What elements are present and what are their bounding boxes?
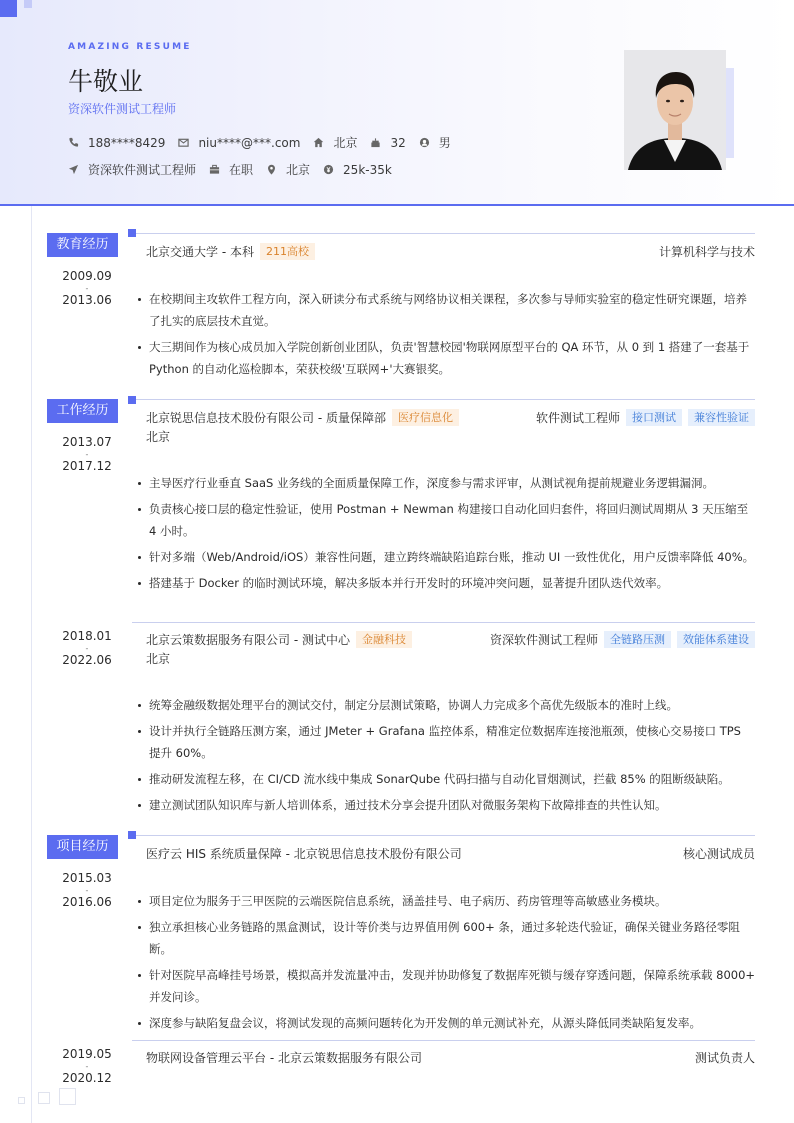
home-icon (313, 137, 324, 148)
phone-icon (68, 137, 79, 148)
gender-icon (419, 137, 430, 148)
entry-city: 北京 (146, 430, 171, 444)
footer-square-decoration (59, 1088, 76, 1105)
expected-salary-text: 25k-35k (343, 162, 392, 177)
project-role: 测试负责人 (694, 1051, 755, 1065)
entry-date-range: 2019.05 - 2020.12 (48, 1042, 126, 1090)
hometown-info (313, 134, 357, 151)
entry-title (146, 631, 412, 648)
section-divider (132, 233, 755, 234)
bullet-item: 主导医疗行业垂直 SaaS 业务线的全面质量保障工作，深度参与需求评审，从测试视角提前规避业务逻辑漏洞。 (136, 472, 756, 494)
bullet-item: 推动研发流程左移，在 CI/CD 流水线中集成 SonarQube 代码扫描与自动化冒烟测试，拦截 85% 的阻断级缺陷。 (136, 768, 756, 790)
major-text: 计算机科学与技术 (658, 245, 755, 259)
entry-bullets (136, 472, 756, 598)
entry-bullets (136, 288, 756, 384)
bullet-item: 搭建基于 Docker 的临时测试环境，解决多版本并行开发时的环境冲突问题，显著提升团队迭代效率。 (136, 572, 756, 594)
bullet-item: 深度参与缺陷复盘会议，将测试发现的高频问题转化为开发侧的单元测试补充，从源头降低同类缺陷复发率。 (136, 1012, 756, 1034)
target-position-text: 资深软件测试工程师 (88, 163, 197, 177)
industry-badge: 医疗信息化 (392, 409, 459, 426)
date-start: 2009.09 (62, 269, 112, 283)
location-pin-icon (266, 164, 277, 175)
section-divider-square (128, 229, 136, 237)
bullet-item: 在校期间主攻软件工程方向，深入研读分布式系统与网络协议相关课程，多次参与导师实验室的稳定性研究课题，培养了扎实的底层技术直觉。 (136, 288, 756, 332)
entry-date-range: 2013.07 - 2017.12 (48, 430, 126, 478)
date-start: 2015.03 (62, 871, 112, 885)
section-tag-work: 工作经历 (47, 399, 118, 423)
skill-tag: 兼容性验证 (688, 409, 755, 426)
date-end: 2016.06 (62, 895, 112, 909)
date-end: 2022.06 (62, 653, 112, 667)
entry-title (146, 409, 459, 426)
email-info (178, 136, 300, 150)
send-icon (68, 164, 79, 175)
age-info (370, 136, 405, 150)
entry-divider (132, 622, 755, 623)
section-divider (132, 835, 755, 836)
section-divider (132, 399, 755, 400)
skill-tag: 全链路压测 (604, 631, 671, 648)
bullet-item: 建立测试团队知识库与新人培训体系，通过技术分享会提升团队对微服务架构下故障排查的共性认知。 (136, 794, 756, 816)
entry-bullets (136, 890, 756, 1038)
bullet-item: 项目定位为服务于三甲医院的云端医院信息系统，涵盖挂号、电子病历、药房管理等高敏感业务模块。 (136, 890, 756, 912)
entry-right (536, 409, 755, 426)
entry-date-range: 2015.03 - 2016.06 (48, 866, 126, 914)
age-text: 32 (390, 135, 406, 150)
date-end: 2013.06 (62, 293, 112, 307)
job-intent-row (68, 161, 405, 178)
bullet-item: 大三期间作为核心成员加入学院创新创业团队，负责'智慧校园'物联网原型平台的 QA 环节，从 0 到 1 搭建了一套基于 Python 的自动化巡检脚本，荣获校级'互联网+'大赛银奖。 (136, 336, 756, 380)
date-start: 2019.05 (62, 1047, 112, 1061)
corner-square-decoration-small (24, 0, 32, 8)
entry-divider (132, 1040, 755, 1041)
bullet-item: 针对多端（Web/Android/iOS）兼容性问题，建立跨终端缺陷追踪台账，推动 UI 一致性优化，用户反馈率降低 40%。 (136, 546, 756, 568)
resume-kicker: AMAZING RESUME (68, 42, 192, 52)
entry-date-range: 2009.09 - 2013.06 (48, 264, 126, 312)
hometown-text: 北京 (333, 136, 358, 150)
phone-text: 188****8429 (88, 135, 166, 150)
section-divider-square (128, 396, 136, 404)
gender-info (419, 134, 451, 151)
entry-right (659, 243, 755, 260)
project-role: 核心测试成员 (682, 847, 755, 861)
date-end: 2020.12 (62, 1071, 112, 1085)
entry-right (683, 845, 755, 862)
date-start: 2018.01 (62, 629, 112, 643)
corner-square-decoration (0, 0, 17, 17)
briefcase-icon (209, 164, 220, 175)
entry-right (695, 1049, 755, 1066)
cake-icon (370, 137, 381, 148)
job-status-text: 在职 (229, 163, 254, 177)
target-city-info (266, 161, 310, 178)
target-city-text: 北京 (286, 163, 311, 177)
profile-photo (624, 50, 726, 170)
project-name: 物联网设备管理云平台 - 北京云策数据服务有限公司 (146, 1051, 422, 1065)
timeline-line (31, 206, 32, 1123)
bullet-item: 独立承担核心业务链路的黑盒测试，设计等价类与边界值用例 600+ 条，通过多轮迭代验证，确保关键业务路径零阻断。 (136, 916, 756, 960)
email-text: niu****@***.com (198, 135, 301, 150)
bullet-item: 设计并执行全链路压测方案，通过 JMeter + Grafana 监控体系，精准定位数据库连接池瓶颈，使核心交易接口 TPS 提升 60%。 (136, 720, 756, 764)
bullet-item: 统筹金融级数据处理平台的测试交付，制定分层测试策略，协调人力完成多个高优先级版本的准时上线。 (136, 694, 756, 716)
entry-bullets (136, 694, 756, 820)
phone-info (68, 136, 165, 150)
role-text: 资深软件测试工程师 (489, 633, 598, 647)
entry-title (146, 243, 315, 260)
entry-title (146, 1049, 422, 1066)
job-status-info (209, 161, 253, 178)
bullet-item: 负责核心接口层的稳定性验证，使用 Postman + Newman 构建接口自动化回归套件，将回归测试周期从 3 天压缩至 4 小时。 (136, 498, 756, 542)
skill-tag: 接口测试 (626, 409, 682, 426)
bullet-item: 针对医院早高峰挂号场景，模拟高并发流量冲击，发现并协助修复了数据库死锁与缓存穿透问题，保障系统承载 8000+ 并发问诊。 (136, 964, 756, 1008)
date-end: 2017.12 (62, 459, 112, 473)
skill-tag: 效能体系建设 (677, 631, 755, 648)
company-department: 北京云策数据服务有限公司 - 测试中心 (146, 633, 350, 647)
date-start: 2013.07 (62, 435, 112, 449)
resume-header (0, 0, 794, 206)
mail-icon (178, 137, 189, 148)
target-position-info (68, 161, 196, 178)
entry-city: 北京 (146, 652, 171, 666)
candidate-name: 牛敬业 (68, 67, 144, 96)
project-name: 医疗云 HIS 系统质量保障 - 北京锐思信息技术股份有限公司 (146, 847, 462, 861)
school-degree: 北京交通大学 - 本科 (146, 245, 254, 259)
entry-title (146, 845, 462, 862)
section-tag-projects: 项目经历 (47, 835, 118, 859)
portrait-illustration (624, 50, 726, 170)
section-tag-education: 教育经历 (47, 233, 118, 257)
gender-text: 男 (438, 136, 451, 150)
school-badge: 211高校 (260, 243, 315, 260)
entry-date-range: 2018.01 - 2022.06 (48, 624, 126, 672)
footer-square-decoration (18, 1097, 25, 1104)
expected-salary-info (323, 163, 392, 177)
industry-badge: 金融科技 (356, 631, 412, 648)
footer-square-decoration (38, 1092, 50, 1104)
company-department: 北京锐思信息技术股份有限公司 - 质量保障部 (146, 411, 386, 425)
contact-info-row (68, 134, 464, 151)
section-divider-square (128, 831, 136, 839)
salary-icon (323, 164, 334, 175)
candidate-title: 资深软件测试工程师 (68, 102, 177, 116)
entry-right (490, 631, 755, 648)
role-text: 软件测试工程师 (535, 411, 620, 425)
